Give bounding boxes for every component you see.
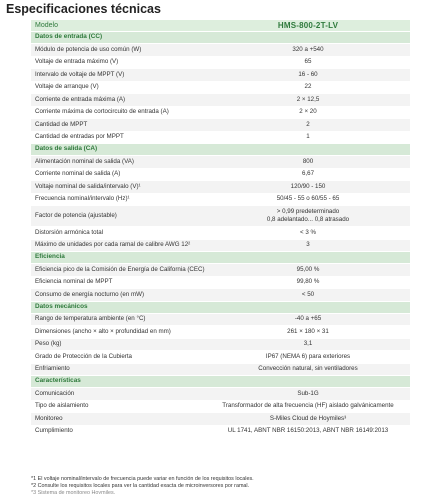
spec-label: Voltaje nominal de salida/intervalo (V)¹ (35, 182, 141, 190)
spec-row (31, 132, 410, 145)
spec-value: 261 × 180 × 31 (287, 327, 329, 335)
spec-value: Transformador de alta frecuencia (HF) aislado galvánicamente (222, 402, 394, 410)
spec-row (31, 107, 410, 120)
model-label: Modelo (35, 22, 58, 29)
spec-label: Rango de temperatura ambiente (en °C) (35, 315, 146, 323)
spec-label: Monitoreo (35, 414, 63, 422)
section-title: Datos de entrada (CC) (35, 33, 103, 41)
spec-value: Sub-1G (297, 389, 319, 397)
spec-label: Corriente máxima de cortocircuito de entrada (A) (35, 108, 169, 116)
spec-value: 3,1 (303, 340, 313, 348)
section-header (31, 252, 410, 264)
spec-label: Voltaje de arranque (V) (35, 83, 99, 91)
spec-label: Eficiencia nominal de MPPT (35, 278, 113, 286)
spec-label: Distorsión armónica total (35, 228, 104, 236)
spec-value: 800 (302, 157, 314, 165)
spec-row (31, 277, 410, 290)
spec-label: Eficiencia pico de la Comisión de Energía de California (CEC) (35, 265, 205, 273)
spec-value: UL 1741, ABNT NBR 16150:2013, ABNT NBR 16149:2013 (227, 427, 389, 435)
model-value: HMS-800-2T-LV (277, 20, 339, 30)
spec-label: Grado de Protección de la Cubierta (35, 352, 132, 360)
spec-value: -40 a +65 (294, 315, 322, 323)
spec-label: Comunicación (35, 389, 75, 397)
spec-row (31, 240, 410, 253)
model-header-row (31, 20, 410, 32)
footnote: *3 Sistema de monitoreo Hoymiles. (31, 489, 116, 494)
spec-label: Cantidad de MPPT (35, 120, 88, 128)
spec-label: Frecuencia nominal/intervalo (Hz)¹ (35, 195, 130, 203)
spec-value: 95,00 % (296, 265, 320, 273)
spec-row (31, 351, 410, 364)
spec-value: 22 (304, 83, 312, 91)
spec-label: Factor de potencia (ajustable) (35, 211, 117, 219)
spec-value: IP67 (NEMA 6) para exteriores (265, 352, 351, 360)
spec-label: Cumplimiento (35, 427, 73, 435)
spec-value: 6,67 (301, 170, 315, 178)
spec-row (31, 401, 410, 414)
spec-row (31, 206, 410, 227)
spec-row (31, 388, 410, 401)
spec-row (31, 44, 410, 57)
spec-label: Voltaje de entrada máximo (V) (35, 58, 119, 66)
spec-label: Módulo de potencia de uso común (W) (35, 45, 142, 53)
spec-label: Enfriamiento (35, 365, 70, 373)
spec-label: Intervalo de voltaje de MPPT (V) (35, 70, 125, 78)
footnotes (31, 476, 421, 494)
spec-value: 65 (304, 58, 312, 66)
spec-value: < 3 % (300, 228, 316, 236)
section-title: Datos mecánicos (35, 302, 88, 310)
spec-row (31, 413, 410, 426)
spec-value: S-Miles Cloud de Hoymiles³ (269, 414, 347, 422)
spec-row (31, 426, 410, 439)
page-title: Especificaciones técnicas (6, 2, 161, 16)
section-title: Eficiencia (35, 253, 65, 261)
spec-value: < 50 (301, 290, 315, 298)
spec-value: 1 (306, 133, 310, 141)
spec-row (31, 69, 410, 82)
spec-label: Corriente nominal de salida (A) (35, 170, 121, 178)
spec-row (31, 364, 410, 377)
section-header (31, 302, 410, 314)
spec-row (31, 181, 410, 194)
spec-label: Alimentación nominal de salida (VA) (35, 157, 134, 165)
spec-label: Tipo de aislamiento (35, 402, 89, 410)
spec-row (31, 227, 410, 240)
spec-value: 2 × 12,5 (296, 95, 320, 103)
spec-row (31, 169, 410, 182)
section-title: Características (35, 377, 81, 385)
spec-label: Dimensiones (ancho × alto × profundidad en mm) (35, 327, 171, 335)
spec-label: Cantidad de entradas por MPPT (35, 133, 124, 141)
spec-row (31, 82, 410, 95)
spec-row (31, 194, 410, 207)
spec-label: Máximo de unidades por cada ramal de calibre AWG 12² (35, 241, 191, 249)
spec-label: Consumo de energía nocturno (en mW) (35, 290, 145, 298)
spec-row (31, 119, 410, 132)
spec-row (31, 289, 410, 302)
section-header (31, 376, 410, 388)
spec-label: Corriente de entrada máxima (A) (35, 95, 126, 103)
spec-value: 2 (306, 120, 310, 128)
spec-row (31, 264, 410, 277)
spec-row (31, 339, 410, 352)
spec-value: 3 (306, 241, 310, 249)
spec-value: 99,80 % (296, 278, 320, 286)
footnote: *1 El voltaje nominal/intervalo de frecuencia puede variar en función de los requisitos locales. (31, 476, 254, 482)
spec-row (31, 156, 410, 169)
spec-row (31, 314, 410, 327)
spec-row (31, 57, 410, 70)
spec-row (31, 326, 410, 339)
spec-value: 16 - 60 (298, 70, 318, 78)
spec-label: Peso (kg) (35, 340, 62, 348)
section-header (31, 32, 410, 44)
spec-value: > 0,99 predeterminado 0,8 adelantado... 0,8 atrasado (266, 208, 350, 223)
footnote: *2 Consulte los requisitos locales para ver la cantidad exacta de microinversores por ramal. (31, 482, 250, 489)
spec-row (31, 94, 410, 107)
spec-value: 50/45 - 55 o 60/55 - 65 (276, 195, 340, 203)
spec-value: Convección natural, sin ventiladores (258, 365, 358, 373)
section-header (31, 144, 410, 156)
spec-value: 2 × 20 (299, 108, 317, 116)
spec-table (31, 20, 410, 438)
spec-value: 120/90 - 150 (290, 182, 326, 190)
spec-value: 320 a +540 (292, 45, 324, 53)
section-title: Datos de salida (CA) (35, 145, 98, 153)
